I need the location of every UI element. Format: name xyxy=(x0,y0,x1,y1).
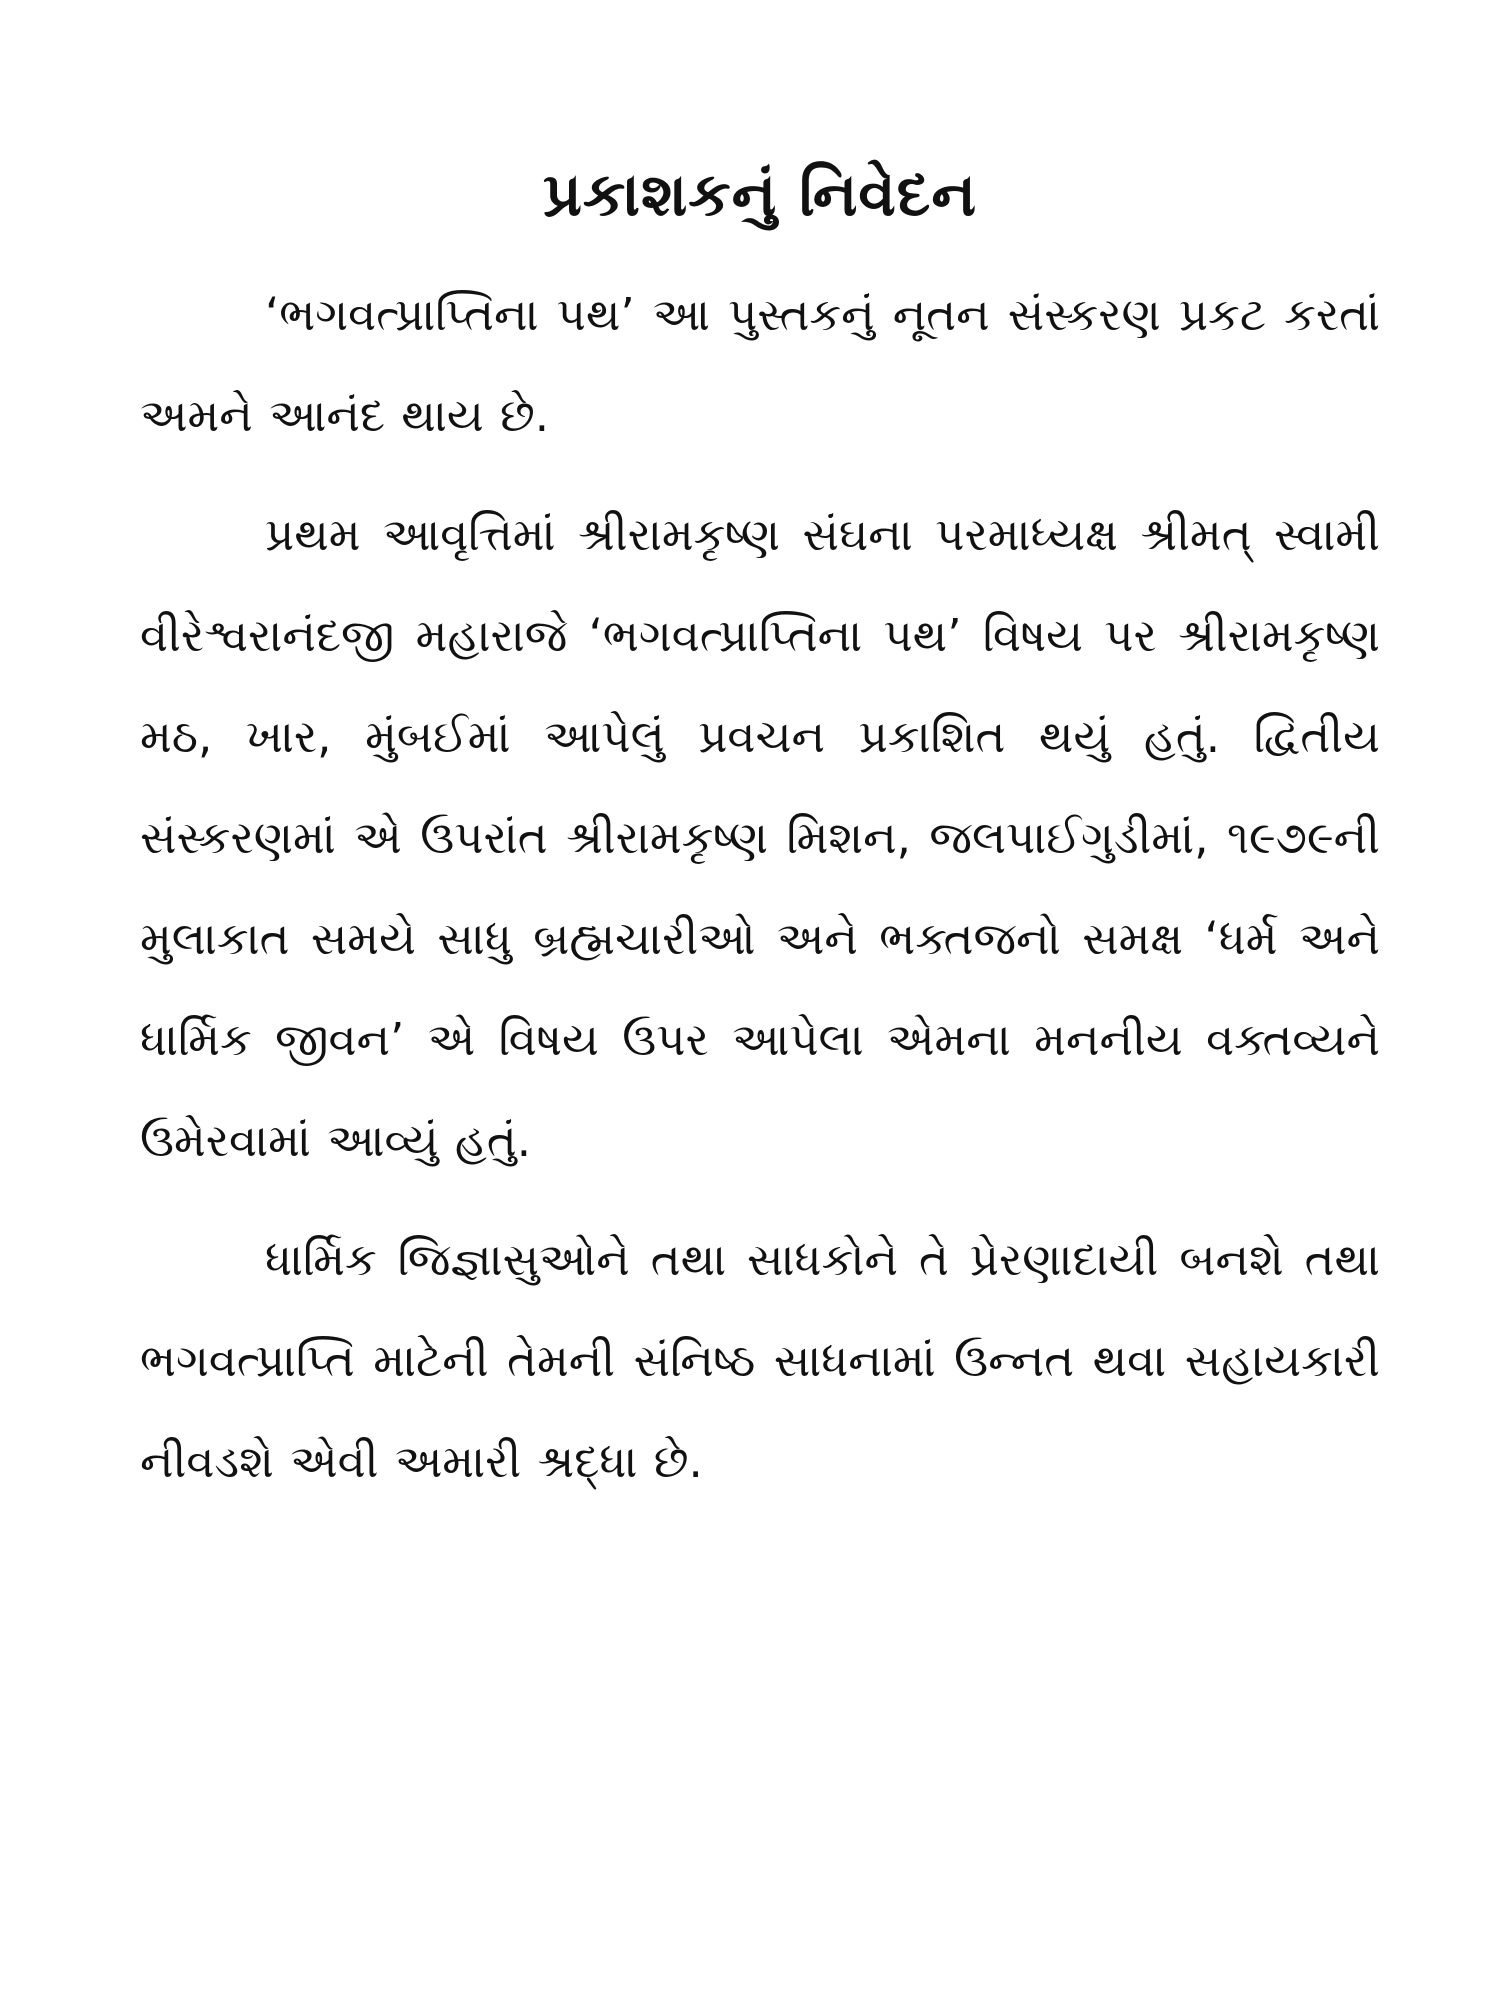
page-title: પ્રકાશકનું નિવેદન xyxy=(542,160,978,230)
paragraph-1: ‘ભગવત્પ્રાપ્તિના પથ’ આ પુસ્તકનું નૂતન સંસ્કરણ પ્રકટ કરતાં અમને આનંદ થાય છે. xyxy=(140,288,1380,442)
paragraph-2: પ્રથમ આવૃત્તિમાં શ્રીરામકૃષ્ણ સંઘના પરમાધ્યક્ષ શ્રીમત્ સ્વામી વીરેશ્વરાનંદજી મહારાજે ‘ભગવત્પ્રાપ્તિના પથ’ વિષય પર શ્રીરામકૃષ્ણ મઠ, ખાર, મુંબઈમાં આપેલું પ્રવચન પ્રકાશિત થયું હતું. દ્વિતીય સંસ્કરણમાં એ ઉપરાંત શ્રીરામકૃષ્ણ મિશન, જલપાઈગુડીમાં, ૧૯૭૯ની મુલાકાત સમયે સાધુ બ્રહ્મચારીઓ અને ભક્તજનો સમક્ષ ‘ધર્મ અને ધાર્મિક જીવન’ એ વિષય ઉપર આપેલા એમના મનનીય વક્તવ્યને ઉમેરવામાં આવ્યું હતું. xyxy=(140,508,1380,1167)
paragraph-3: ધાર્મિક જિજ્ઞાસુઓને તથા સાધકોને તે પ્રેરણાદાયી બનશે તથા ભગવત્પ્રાપ્તિ માટેની તેમની સંનિષ્ઠ સાધનામાં ઉન્નત થવા સહાયકારી નીવડશે એવી અમારી શ્રદ્ધા છે. xyxy=(140,1233,1380,1488)
